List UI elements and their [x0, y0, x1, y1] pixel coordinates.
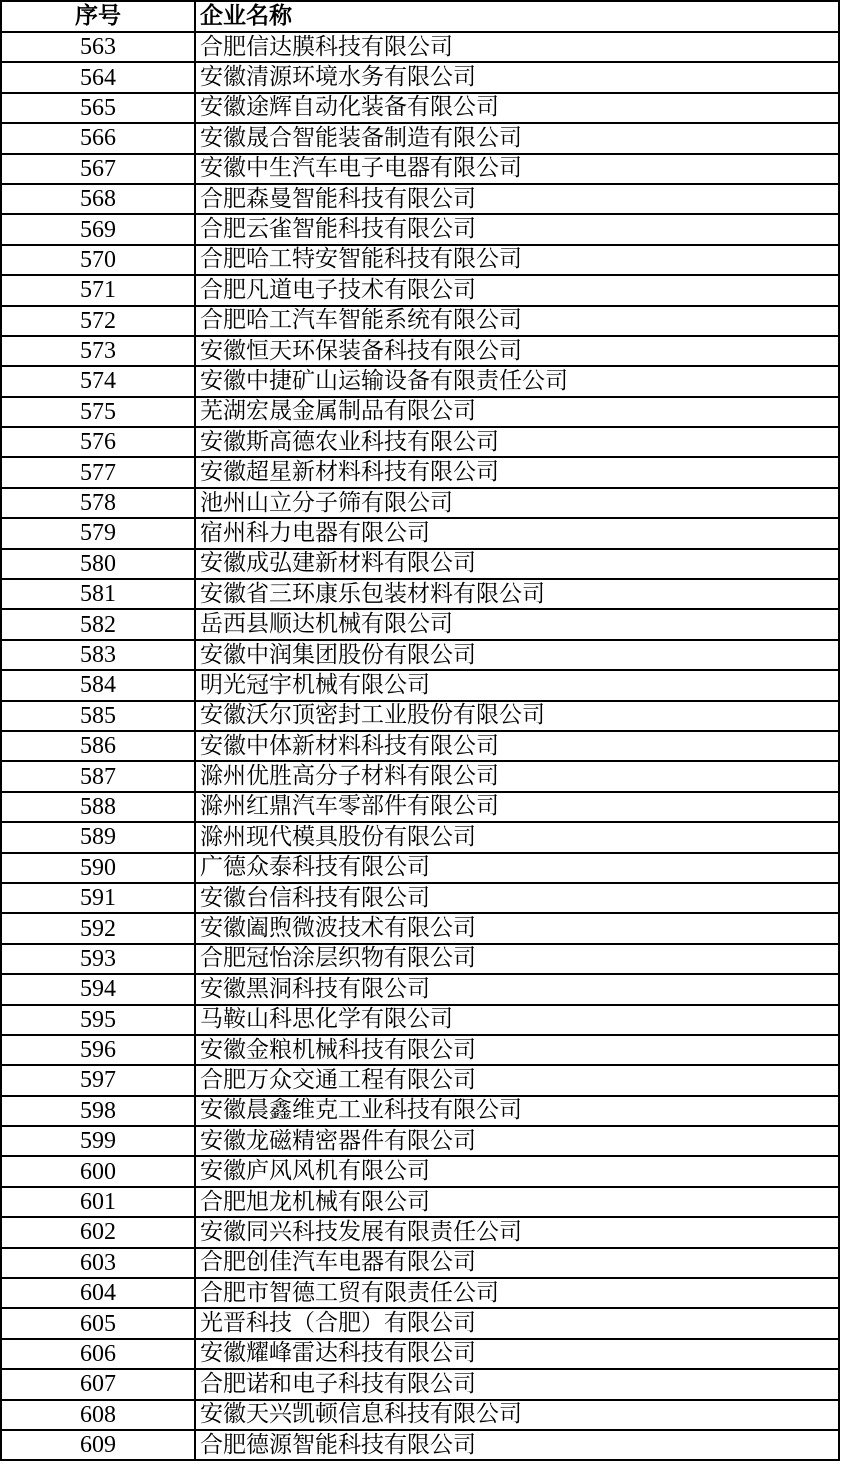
header-number: 序号	[1, 1, 195, 32]
row-number: 569	[1, 214, 195, 244]
row-number: 599	[1, 1126, 195, 1156]
table-row	[1, 822, 839, 852]
table-row	[1, 366, 839, 396]
row-number: 584	[1, 670, 195, 700]
company-name: 马鞍山科思化学有限公司	[195, 1005, 839, 1035]
row-number: 592	[1, 913, 195, 943]
company-name: 安徽阖煦微波技术有限公司	[195, 913, 839, 943]
row-number: 607	[1, 1369, 195, 1399]
table-row	[1, 1369, 839, 1399]
table-header	[1, 1, 839, 32]
row-number: 583	[1, 640, 195, 670]
table-row	[1, 579, 839, 609]
table-row	[1, 913, 839, 943]
table-body	[1, 32, 839, 1460]
table-row	[1, 1308, 839, 1338]
row-number: 603	[1, 1248, 195, 1278]
row-number: 578	[1, 488, 195, 518]
row-number: 595	[1, 1005, 195, 1035]
company-name: 岳西县顺达机械有限公司	[195, 609, 839, 639]
row-number: 564	[1, 62, 195, 92]
row-number: 581	[1, 579, 195, 609]
table-row	[1, 1217, 839, 1247]
row-number: 588	[1, 792, 195, 822]
row-number: 590	[1, 853, 195, 883]
header-row	[1, 1, 839, 32]
row-number: 580	[1, 549, 195, 579]
table-row	[1, 974, 839, 1004]
company-name: 光晋科技（合肥）有限公司	[195, 1308, 839, 1338]
company-name: 合肥万众交通工程有限公司	[195, 1065, 839, 1095]
company-name: 安徽途辉自动化装备有限公司	[195, 93, 839, 123]
table-row	[1, 701, 839, 731]
table-row	[1, 32, 839, 62]
table-row	[1, 609, 839, 639]
company-name: 安徽黑洞科技有限公司	[195, 974, 839, 1004]
row-number: 575	[1, 397, 195, 427]
company-name: 滁州红鼎汽车零部件有限公司	[195, 792, 839, 822]
row-number: 586	[1, 731, 195, 761]
table-row	[1, 1187, 839, 1217]
company-name: 合肥诺和电子科技有限公司	[195, 1369, 839, 1399]
row-number: 567	[1, 154, 195, 184]
row-number: 572	[1, 306, 195, 336]
table-row	[1, 488, 839, 518]
table-row	[1, 457, 839, 487]
row-number: 577	[1, 457, 195, 487]
row-number: 605	[1, 1308, 195, 1338]
table-row	[1, 1035, 839, 1065]
table-row	[1, 1400, 839, 1430]
table-row	[1, 640, 839, 670]
company-name: 明光冠宇机械有限公司	[195, 670, 839, 700]
table-row	[1, 93, 839, 123]
row-number: 587	[1, 761, 195, 791]
company-name: 安徽恒天环保装备科技有限公司	[195, 336, 839, 366]
table-row	[1, 1126, 839, 1156]
table-row	[1, 761, 839, 791]
company-name: 安徽超星新材料科技有限公司	[195, 457, 839, 487]
company-name: 合肥信达膜科技有限公司	[195, 32, 839, 62]
row-number: 576	[1, 427, 195, 457]
row-number: 579	[1, 518, 195, 548]
company-name: 安徽成弘建新材料有限公司	[195, 549, 839, 579]
row-number: 593	[1, 944, 195, 974]
table-row	[1, 518, 839, 548]
table-row	[1, 1156, 839, 1186]
table-row	[1, 853, 839, 883]
table-row	[1, 1339, 839, 1369]
row-number: 573	[1, 336, 195, 366]
table-row	[1, 883, 839, 913]
company-name: 合肥创佳汽车电器有限公司	[195, 1248, 839, 1278]
table-row	[1, 1005, 839, 1035]
company-name: 安徽耀峰雷达科技有限公司	[195, 1339, 839, 1369]
table-row	[1, 1430, 839, 1460]
row-number: 596	[1, 1035, 195, 1065]
company-name: 池州山立分子筛有限公司	[195, 488, 839, 518]
company-name: 安徽同兴科技发展有限责任公司	[195, 1217, 839, 1247]
header-company-name: 企业名称	[195, 1, 839, 32]
row-number: 585	[1, 701, 195, 731]
company-name: 安徽龙磁精密器件有限公司	[195, 1126, 839, 1156]
company-name: 合肥冠怡涂层织物有限公司	[195, 944, 839, 974]
company-name: 滁州现代模具股份有限公司	[195, 822, 839, 852]
company-name: 安徽晟合智能装备制造有限公司	[195, 123, 839, 153]
row-number: 570	[1, 245, 195, 275]
row-number: 609	[1, 1430, 195, 1460]
row-number: 598	[1, 1096, 195, 1126]
company-name: 宿州科力电器有限公司	[195, 518, 839, 548]
table-row	[1, 245, 839, 275]
table-row	[1, 214, 839, 244]
row-number: 600	[1, 1156, 195, 1186]
company-name: 安徽庐风风机有限公司	[195, 1156, 839, 1186]
row-number: 582	[1, 609, 195, 639]
row-number: 589	[1, 822, 195, 852]
table-row	[1, 1065, 839, 1095]
row-number: 602	[1, 1217, 195, 1247]
table-row	[1, 336, 839, 366]
company-name: 安徽中体新材料科技有限公司	[195, 731, 839, 761]
table-row	[1, 62, 839, 92]
table-row	[1, 1096, 839, 1126]
company-name: 合肥哈工汽车智能系统有限公司	[195, 306, 839, 336]
company-name: 安徽中生汽车电子电器有限公司	[195, 154, 839, 184]
row-number: 566	[1, 123, 195, 153]
company-name: 合肥德源智能科技有限公司	[195, 1430, 839, 1460]
table-row	[1, 670, 839, 700]
company-name: 安徽省三环康乐包装材料有限公司	[195, 579, 839, 609]
company-name: 安徽晨鑫维克工业科技有限公司	[195, 1096, 839, 1126]
table-row	[1, 184, 839, 214]
company-name: 合肥旭龙机械有限公司	[195, 1187, 839, 1217]
company-name: 滁州优胜高分子材料有限公司	[195, 761, 839, 791]
row-number: 601	[1, 1187, 195, 1217]
table-row	[1, 1248, 839, 1278]
company-name: 安徽沃尔顶密封工业股份有限公司	[195, 701, 839, 731]
table-row	[1, 731, 839, 761]
table-row	[1, 944, 839, 974]
company-name: 合肥森曼智能科技有限公司	[195, 184, 839, 214]
company-name: 安徽金粮机械科技有限公司	[195, 1035, 839, 1065]
company-name: 广德众泰科技有限公司	[195, 853, 839, 883]
row-number: 606	[1, 1339, 195, 1369]
company-name: 安徽中捷矿山运输设备有限责任公司	[195, 366, 839, 396]
table-row	[1, 275, 839, 305]
table-row	[1, 154, 839, 184]
row-number: 597	[1, 1065, 195, 1095]
row-number: 574	[1, 366, 195, 396]
row-number: 571	[1, 275, 195, 305]
table-row	[1, 1278, 839, 1308]
table-row	[1, 397, 839, 427]
row-number: 563	[1, 32, 195, 62]
table-row	[1, 306, 839, 336]
row-number: 565	[1, 93, 195, 123]
table-row	[1, 549, 839, 579]
company-name: 合肥凡道电子技术有限公司	[195, 275, 839, 305]
company-name: 安徽中润集团股份有限公司	[195, 640, 839, 670]
row-number: 568	[1, 184, 195, 214]
company-name: 芜湖宏晟金属制品有限公司	[195, 397, 839, 427]
company-name: 安徽清源环境水务有限公司	[195, 62, 839, 92]
company-name: 安徽台信科技有限公司	[195, 883, 839, 913]
company-name: 合肥哈工特安智能科技有限公司	[195, 245, 839, 275]
company-name: 合肥云雀智能科技有限公司	[195, 214, 839, 244]
company-name: 合肥市智德工贸有限责任公司	[195, 1278, 839, 1308]
company-name: 安徽天兴凯顿信息科技有限公司	[195, 1400, 839, 1430]
row-number: 604	[1, 1278, 195, 1308]
company-name: 安徽斯高德农业科技有限公司	[195, 427, 839, 457]
row-number: 594	[1, 974, 195, 1004]
table-row	[1, 123, 839, 153]
table-row	[1, 792, 839, 822]
row-number: 591	[1, 883, 195, 913]
table-row	[1, 427, 839, 457]
row-number: 608	[1, 1400, 195, 1430]
